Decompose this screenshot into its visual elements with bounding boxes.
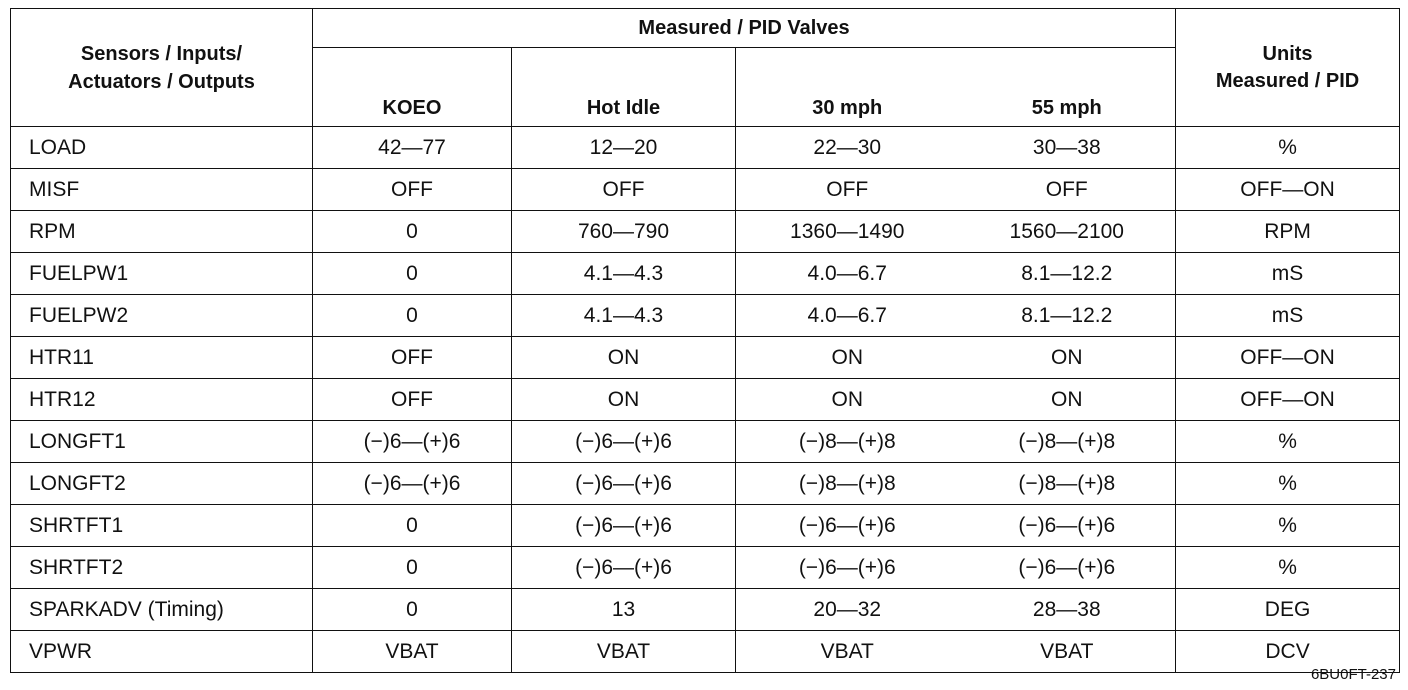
cell-units: DCV (1176, 631, 1400, 673)
table-row (11, 589, 1400, 631)
cell-30-mph: ON (736, 337, 959, 379)
cell-sensor-name: HTR12 (11, 379, 313, 421)
cell-55-mph: (−)8—(+)8 (959, 463, 1176, 505)
cell-units: % (1176, 127, 1400, 169)
cell-30-mph: ON (736, 379, 959, 421)
cell-55-mph: (−)6—(+)6 (959, 547, 1176, 589)
pid-values-table (10, 8, 1400, 673)
cell-units: mS (1176, 295, 1400, 337)
header-units-line1: Units (1262, 42, 1313, 65)
cell-55-mph: (−)6—(+)6 (959, 505, 1176, 547)
table-row (11, 337, 1400, 379)
table-row (11, 547, 1400, 589)
figure-code: 6BU0FT-237 (1310, 666, 1396, 683)
cell-55-mph: 8.1—12.2 (959, 295, 1176, 337)
cell-sensor-name: SHRTFT1 (11, 505, 313, 547)
cell-55-mph: 1560—2100 (959, 211, 1176, 253)
cell-koeo: VBAT (313, 631, 512, 673)
cell-hot-idle: OFF (512, 169, 736, 211)
cell-30-mph: 20—32 (736, 589, 959, 631)
cell-koeo: 42—77 (313, 127, 512, 169)
header-hot-idle: Hot Idle (512, 48, 736, 127)
cell-units: % (1176, 421, 1400, 463)
cell-hot-idle: ON (512, 379, 736, 421)
cell-units: mS (1176, 253, 1400, 295)
cell-hot-idle: (−)6—(+)6 (512, 463, 736, 505)
header-units (1176, 9, 1400, 127)
cell-koeo: (−)6—(+)6 (313, 463, 512, 505)
pid-values-table-container (10, 8, 1399, 673)
cell-30-mph: VBAT (736, 631, 959, 673)
header-sensors (11, 9, 313, 127)
cell-koeo: (−)6—(+)6 (313, 421, 512, 463)
table-body (11, 127, 1400, 673)
cell-hot-idle: (−)6—(+)6 (512, 505, 736, 547)
cell-koeo: 0 (313, 211, 512, 253)
cell-sensor-name: RPM (11, 211, 313, 253)
cell-30-mph: 1360—1490 (736, 211, 959, 253)
cell-30-mph: OFF (736, 169, 959, 211)
cell-units: DEG (1176, 589, 1400, 631)
header-measured-values: Measured / PID Valves (313, 9, 1176, 48)
cell-koeo: 0 (313, 547, 512, 589)
cell-units: RPM (1176, 211, 1400, 253)
cell-sensor-name: FUELPW2 (11, 295, 313, 337)
header-sensors-line2: Actuators / Outputs (68, 70, 255, 93)
cell-55-mph: VBAT (959, 631, 1176, 673)
cell-30-mph: (−)8—(+)8 (736, 463, 959, 505)
cell-koeo: OFF (313, 379, 512, 421)
cell-units: OFF—ON (1176, 169, 1400, 211)
header-units-line2: Measured / PID (1215, 69, 1360, 92)
cell-koeo: 0 (313, 253, 512, 295)
cell-sensor-name: HTR11 (11, 337, 313, 379)
cell-sensor-name: VPWR (11, 631, 313, 673)
cell-sensor-name: FUELPW1 (11, 253, 313, 295)
cell-55-mph: ON (959, 337, 1176, 379)
table-row (11, 169, 1400, 211)
header-30-mph: 30 mph (736, 48, 959, 127)
cell-hot-idle: 13 (512, 589, 736, 631)
cell-hot-idle: 760—790 (512, 211, 736, 253)
cell-hot-idle: 4.1—4.3 (512, 253, 736, 295)
cell-koeo: 0 (313, 589, 512, 631)
table-row (11, 253, 1400, 295)
table-row (11, 421, 1400, 463)
cell-sensor-name: LOAD (11, 127, 313, 169)
cell-koeo: 0 (313, 295, 512, 337)
table-row (11, 631, 1400, 673)
cell-55-mph: OFF (959, 169, 1176, 211)
cell-hot-idle: (−)6—(+)6 (512, 547, 736, 589)
cell-30-mph: (−)6—(+)6 (736, 547, 959, 589)
cell-55-mph: ON (959, 379, 1176, 421)
cell-hot-idle: ON (512, 337, 736, 379)
cell-30-mph: (−)8—(+)8 (736, 421, 959, 463)
cell-units: % (1176, 505, 1400, 547)
header-55-mph: 55 mph (959, 48, 1176, 127)
cell-hot-idle: VBAT (512, 631, 736, 673)
cell-koeo: 0 (313, 505, 512, 547)
cell-units: OFF—ON (1176, 337, 1400, 379)
table-row (11, 295, 1400, 337)
cell-hot-idle: (−)6—(+)6 (512, 421, 736, 463)
cell-sensor-name: MISF (11, 169, 313, 211)
cell-55-mph: 30—38 (959, 127, 1176, 169)
cell-sensor-name: SPARKADV (Timing) (11, 589, 313, 631)
cell-koeo: OFF (313, 169, 512, 211)
table-row (11, 463, 1400, 505)
header-koeo: KOEO (313, 48, 512, 127)
cell-55-mph: 8.1—12.2 (959, 253, 1176, 295)
cell-30-mph: 4.0—6.7 (736, 295, 959, 337)
cell-units: % (1176, 463, 1400, 505)
cell-30-mph: 22—30 (736, 127, 959, 169)
cell-units: OFF—ON (1176, 379, 1400, 421)
cell-30-mph: (−)6—(+)6 (736, 505, 959, 547)
cell-sensor-name: SHRTFT2 (11, 547, 313, 589)
cell-sensor-name: LONGFT2 (11, 463, 313, 505)
table-row (11, 211, 1400, 253)
cell-hot-idle: 4.1—4.3 (512, 295, 736, 337)
cell-units: % (1176, 547, 1400, 589)
table-row (11, 379, 1400, 421)
cell-30-mph: 4.0—6.7 (736, 253, 959, 295)
table-row (11, 505, 1400, 547)
cell-sensor-name: LONGFT1 (11, 421, 313, 463)
cell-55-mph: (−)8—(+)8 (959, 421, 1176, 463)
cell-hot-idle: 12—20 (512, 127, 736, 169)
cell-koeo: OFF (313, 337, 512, 379)
header-sensors-line1: Sensors / Inputs/ (80, 42, 243, 65)
cell-55-mph: 28—38 (959, 589, 1176, 631)
table-row (11, 127, 1400, 169)
